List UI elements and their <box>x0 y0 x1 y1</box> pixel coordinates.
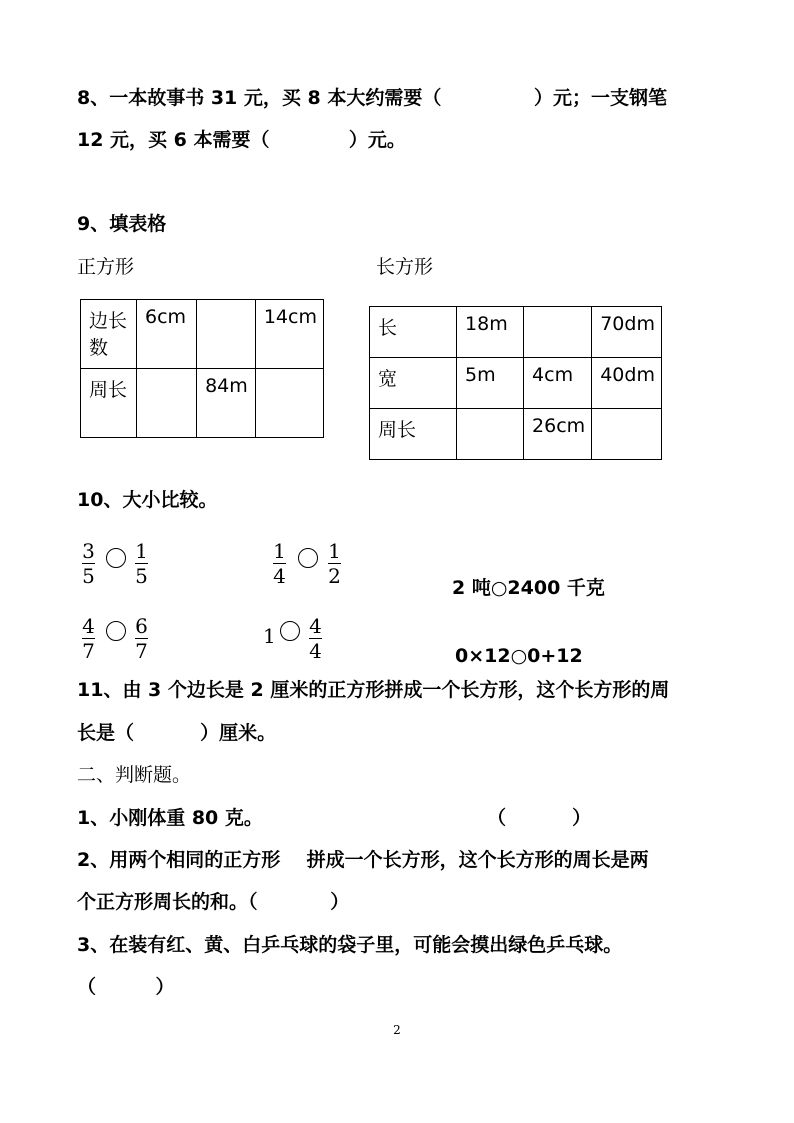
compare-circle[interactable] <box>106 621 126 641</box>
fraction: 1 5 <box>135 539 148 588</box>
table-cell <box>457 409 524 460</box>
judge-item-1-paren: （ ） <box>487 807 592 829</box>
judge-item-3-line1: 3、在装有红、黄、白乒乓球的袋子里，可能会摸出绿色乒乓球。 <box>77 934 623 956</box>
q8-line2: 12 元，买 6 本需要（ ）元。 <box>77 129 406 151</box>
table-row <box>370 307 662 358</box>
table-cell: 4cm <box>524 358 592 409</box>
table-cell: 长 <box>370 307 457 358</box>
square-table <box>80 299 324 438</box>
table-cell: 周长 <box>370 409 457 460</box>
q11-line1: 11、由 3 个边长是 2 厘米的正方形拼成一个长方形，这个长方形的周 <box>77 679 670 701</box>
rect-label: 长方形 <box>376 256 434 278</box>
rectangle-table <box>369 306 662 460</box>
table-row <box>81 300 324 369</box>
fraction: 3 5 <box>82 539 95 588</box>
table-cell: 70dm <box>592 307 662 358</box>
fraction: 6 7 <box>135 614 148 663</box>
compare-expression: 0×12○0+12 <box>455 645 583 667</box>
judge-item-2-line1: 2、用两个相同的正方形 拼成一个长方形，这个长方形的周长是两 <box>77 849 649 871</box>
judge-item-1: 1、小刚体重 80 克。 <box>77 807 263 829</box>
fraction: 1 4 <box>273 539 286 588</box>
table-cell: 40dm <box>592 358 662 409</box>
table-row <box>370 409 662 460</box>
q11-line2: 长是（ ）厘米。 <box>77 722 277 744</box>
table-row <box>81 369 324 438</box>
q9-title: 9、填表格 <box>77 213 167 235</box>
square-label: 正方形 <box>77 256 135 278</box>
table-cell: 边长 数 <box>81 300 137 369</box>
whole-number: 1 <box>263 624 276 648</box>
table-cell <box>592 409 662 460</box>
table-cell: 84m <box>197 369 256 438</box>
table-cell: 14cm <box>255 300 323 369</box>
compare-circle[interactable] <box>106 548 126 568</box>
section-title: 二、判断题。 <box>77 764 192 786</box>
table-cell: 周长 <box>81 369 137 438</box>
table-row <box>370 358 662 409</box>
judge-item-3-line2: （ ） <box>77 976 175 998</box>
table-cell: 5m <box>457 358 524 409</box>
compare-circle[interactable] <box>280 621 300 641</box>
compare-weight: 2 吨○2400 千克 <box>452 577 605 599</box>
table-cell <box>255 369 323 438</box>
table-cell: 6cm <box>137 300 197 369</box>
compare-circle[interactable] <box>298 548 318 568</box>
table-cell: 26cm <box>524 409 592 460</box>
q10-title: 10、大小比较。 <box>77 489 218 511</box>
table-cell: 18m <box>457 307 524 358</box>
table-cell: 宽 <box>370 358 457 409</box>
table-cell <box>137 369 197 438</box>
fraction: 1 2 <box>328 539 341 588</box>
fraction: 4 4 <box>309 614 322 663</box>
table-cell <box>197 300 256 369</box>
fraction: 4 7 <box>82 614 95 663</box>
q8-line1: 8、一本故事书 31 元，买 8 本大约需要（ ）元；一支钢笔 <box>77 87 667 109</box>
judge-item-2-line2: 个正方形周长的和。（ ） <box>77 891 350 913</box>
page-number: 2 <box>393 1023 401 1037</box>
table-cell <box>524 307 592 358</box>
